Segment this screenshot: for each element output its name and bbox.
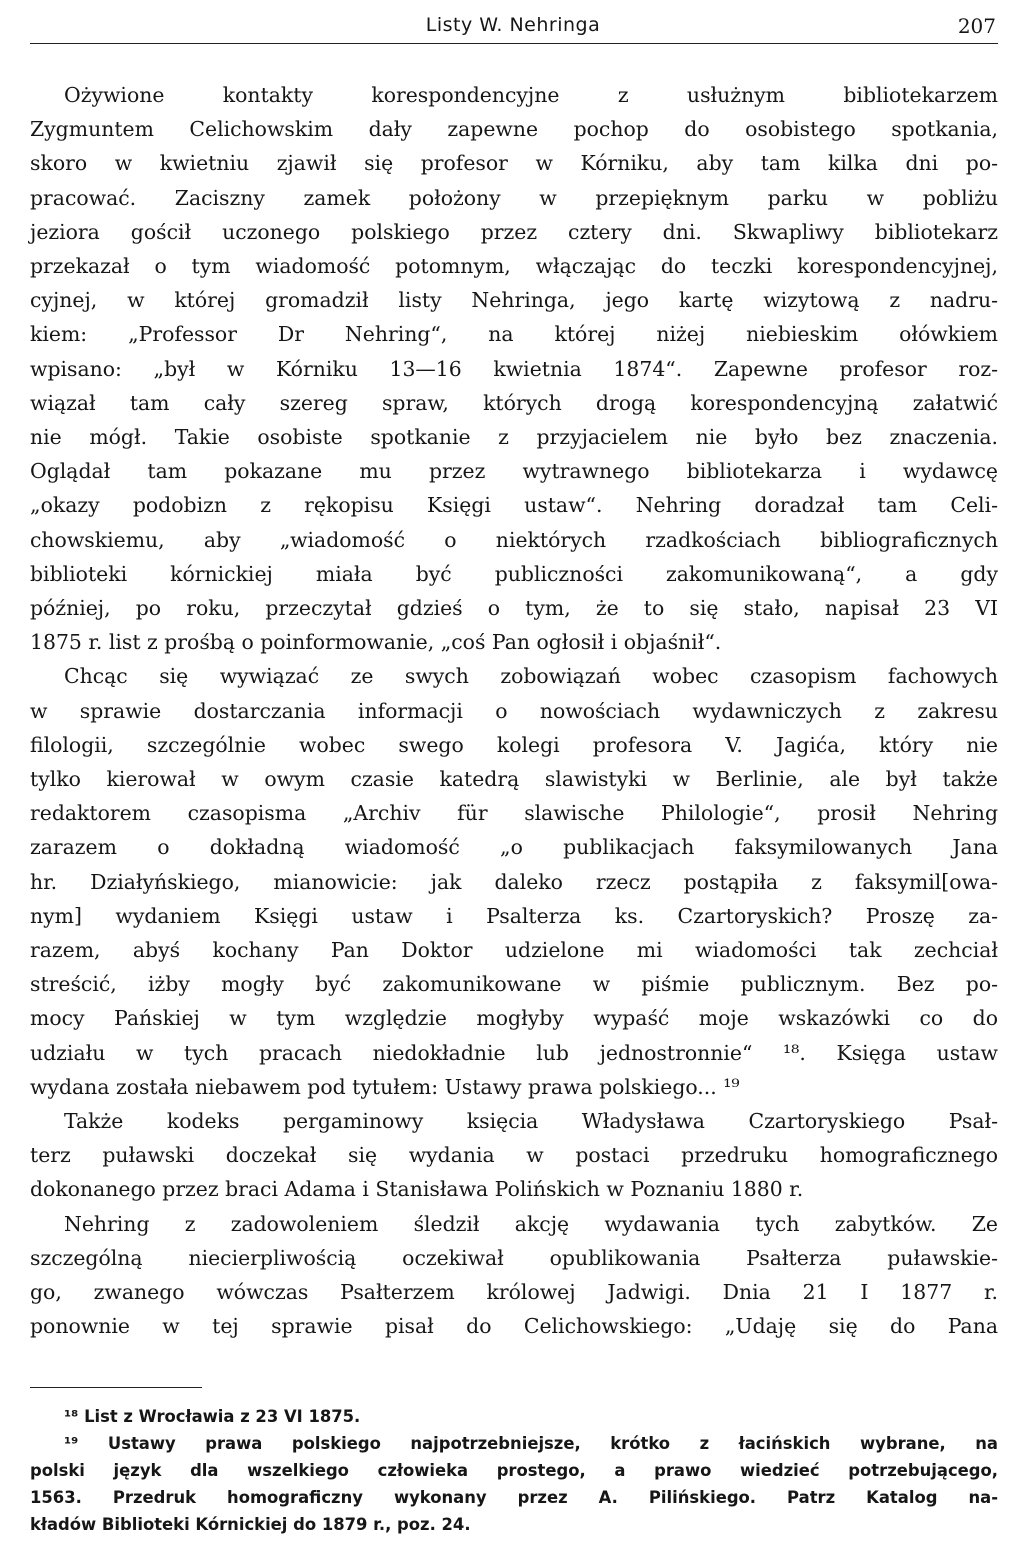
text-line: wiązał tam cały szereg spraw, których drogą korespondencyjną załatwić [30,390,998,415]
text-line: ponownie w tej sprawie pisał do Celichowskiego: „Udaję się do Pana [30,1314,998,1339]
text-line: mocy Pańskiej w tym względzie mogłyby wypaść moje wskazówki co do [30,1006,998,1031]
text-line: Nehring z zadowoleniem śledził akcję wydawania tych zabytków. Ze [64,1211,998,1236]
text-line: filologii, szczególnie wobec swego kolegi profesora V. Jagića, który nie [30,732,998,757]
text-line: wydana została niebawem pod tytułem: Ustawy prawa polskiego... ¹⁹ [30,1074,740,1099]
page-number: 207 [957,14,996,38]
footnote-line: ¹⁸ List z Wrocławia z 23 VI 1875. [64,1407,361,1426]
text-line: wpisano: „był w Kórniku 13—16 kwietnia 1874“. Zapewne profesor roz- [30,356,998,381]
text-line: tylko kierował w owym czasie katedrą slawistyki w Berlinie, ale był także [30,767,998,791]
footnote-line: 1563. Przedruk homograficzny wykonany przez A. Pilińskiego. Patrz Katalog na- [30,1488,998,1507]
footnote-line: polski język dla wszelkiego człowieka prostego, a prawo wiedzieć potrzebującego, [30,1461,998,1480]
text-line: szczególną niecierpliwością oczekiwał opublikowania Psałterza puławskie- [30,1245,998,1270]
text-line: streścić, iżby mogły być zakomunikowane w piśmie publicznym. Bez po- [30,972,998,997]
text-line: skoro w kwietniu zjawił się profesor w Kórniku, aby tam kilka dni po- [30,151,998,176]
text-line: zarazem o dokładną wiadomość „o publikacjach faksymilowanych Jana [30,835,998,860]
text-line: cyjnej, w której gromadził listy Nehringa, jego kartę wizytową z nadru- [30,288,998,313]
text-line: później, po roku, przeczytał gdzieś o tym, że to się stało, napisał 23 VI [30,596,998,620]
text-line: kiem: „Professor Dr Nehring“, na której niżej niebieskim ołówkiem [30,322,998,347]
text-line: terz puławski doczekał się wydania w postaci przedruku homograficznego [30,1143,998,1168]
text-line: Ożywione kontakty korespondencyjne z usłużnym bibliotekarzem [64,83,998,107]
text-line: chowskiemu, aby „wiadomość o niektórych rzadkościach bibliograficznych [30,527,998,552]
text-line: 1875 r. list z prośbą o poinformowanie, „coś Pan ogłosił i objaśnił“. [30,630,722,655]
footnote-line: ¹⁹ Ustawy prawa polskiego najpotrzebniejsze, krótko z łacińskich wybrane, na [64,1434,998,1453]
text-line: Oglądał tam pokazane mu przez wytrawnego bibliotekarza i wydawcę [30,459,998,484]
text-line: biblioteki kórnickiej miała być publiczności zakomunikowaną“, a gdy [30,561,998,586]
text-line: Także kodeks pergaminowy księcia Władysława Czartoryskiego Psał- [64,1109,998,1133]
text-line: razem, abyś kochany Pan Doktor udzielone mi wiadomości tak zechciał [30,938,998,962]
text-line: nie mógł. Takie osobiste spotkanie z przyjacielem nie było bez znaczenia. [30,425,998,449]
text-line: pracować. Zaciszny zamek położony w przepięknym parku w pobliżu [30,185,998,210]
text-line: udziału w tych pracach niedokładnie lub jednostronnie“ ¹⁸. Księga ustaw [30,1040,998,1065]
text-line: w sprawie dostarczania informacji o nowościach wydawniczych z zakresu [30,698,998,723]
footnote-line: kładów Biblioteki Kórnickiej do 1879 r., poz. 24. [30,1515,471,1534]
text-line: jeziora gościł uczonego polskiego przez cztery dni. Skwapliwy bibliotekarz [30,219,998,244]
text-line: go, zwanego wówczas Psałterzem królowej Jadwigi. Dnia 21 I 1877 r. [30,1280,998,1304]
text-line: nym] wydaniem Księgi ustaw i Psalterza ks. Czartoryskich? Proszę za- [30,903,998,928]
text-line: przekazał o tym wiadomość potomnym, włączając do teczki korespondencyjnej, [30,254,998,278]
text-line: redaktorem czasopisma „Archiv für slawische Philologie“, prosił Nehring [30,801,998,826]
header-rule [30,43,998,44]
text-line: „okazy podobizn z rękopisu Księgi ustaw“. Nehring doradzał tam Celi- [30,493,998,518]
text-line: Zygmuntem Celichowskim dały zapewne pochop do osobistego spotkania, [30,117,998,142]
running-head: Listy W. Nehringa [425,14,601,36]
text-line: dokonanego przez braci Adama i Stanisława Polińskich w Poznaniu 1880 r. [30,1177,804,1202]
text-line: hr. Działyńskiego, mianowicie: jak daleko rzecz postąpiła z faksymil[owa- [30,869,998,894]
text-line: Chcąc się wywiązać ze swych zobowiązań wobec czasopism fachowych [64,664,998,689]
footnote-rule [30,1387,202,1388]
page-header [30,14,996,42]
